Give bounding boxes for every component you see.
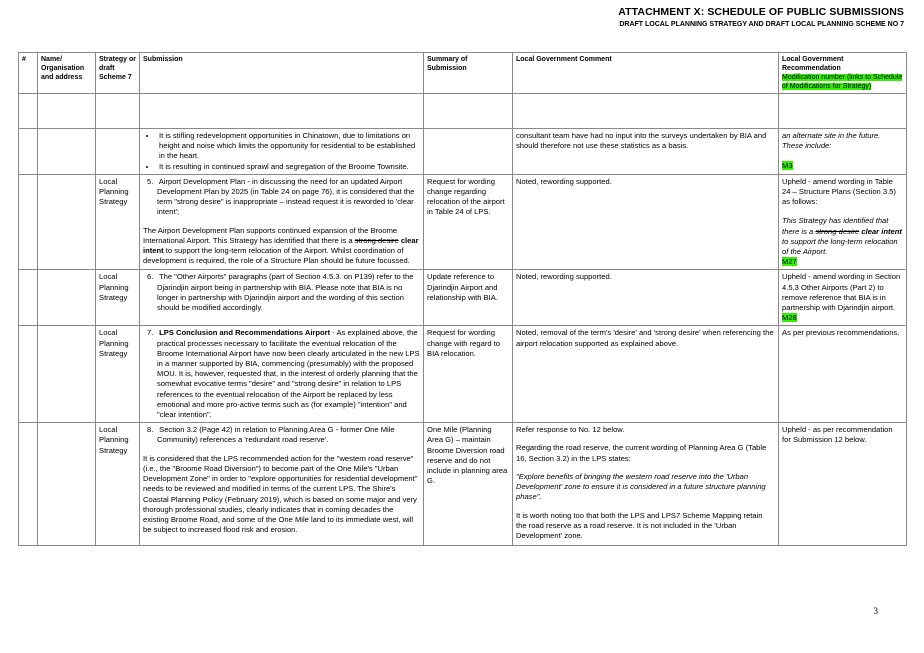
col-header-strategy: Strategy or draft Scheme 7 <box>96 53 140 94</box>
recommendation-cell <box>779 129 907 175</box>
comment-text: Regarding the road reserve, the current wording of Planning Area G (Table 16, Section 3.2) in the LPS states: <box>516 443 767 463</box>
submission-cell <box>140 129 424 175</box>
table-row <box>19 174 907 270</box>
recommendation-cell: Upheld - as per recommendation for Submission 12 below. <box>779 423 907 546</box>
recommendation-quote: This Strategy has identified that there is a strong desire clear intent to support the long-term relocation of the Airport. <box>782 216 902 257</box>
table-row <box>19 423 907 546</box>
modification-badge: M3 <box>782 161 793 171</box>
recommendation-cell: As per previous recommendations. <box>779 326 907 423</box>
comment-text: Refer response to No. 12 below. <box>516 425 625 435</box>
item-number: 6. <box>147 272 154 282</box>
col-header-name: Name/ Organisation and address <box>38 53 96 94</box>
recommendation-cell <box>779 174 907 270</box>
list-item: • It is resulting in continued sprawl and segregation of the Broome Townsite. <box>157 162 420 172</box>
submission-paragraph: It is considered that the LPS recommended action for the "western road reserve" (i.e., the "Broome Road Diversion") to become part of the One Mile's "Urban Development Zone" in order to "explore opportunities for residential development" needs to be reviewed and modified in terms of the current LPS. The Shire's Coastal Planning Policy (February 2019), which is based on some major and very thorough professional studies, clearly indicates that in coming decades the existing Broome Road, and some of the One Mile land to its immediate west, will be subject to increased flood risk and erosion. <box>143 453 418 535</box>
item-text: Airport Development Plan - in discussing the need for an updated Airport Development Plan by 2025 (in Table 24 on page 76), it is considered that the term "strong desire" is inappropriate – instead request it is reworded to 'clear intent'; <box>157 176 415 217</box>
col-header-recommendation-label: Local Government Recommendation <box>782 56 844 72</box>
numbered-item <box>143 328 420 420</box>
summary-cell: One Mile (Planning Area G) – maintain Broome Diversion road reserve and do not include in planning area G. <box>424 423 513 546</box>
submission-cell <box>140 326 424 423</box>
strategy-cell: Local Planning Strategy <box>96 326 140 423</box>
comment-text: It is worth noting too that both the LPS and LPS7 Scheme Mapping retain the road reserve as a road reserve. It is not included in the 'Urban Development' zone. <box>516 510 763 540</box>
col-header-submission: Submission <box>140 53 424 94</box>
col-header-summary: Summary of Submission <box>424 53 513 94</box>
bullet-list <box>143 131 420 172</box>
comment-cell: Noted, rewording supported. <box>513 174 779 270</box>
recommendation-note-highlight: Modification number (links to Schedule of Modifications for Strategy) <box>782 74 903 90</box>
submission-paragraph: The Airport Development Plan supports continued expansion of the Broome International Airport. This Strategy has identified that there is a strong desire clear intent to support the long-term relocation of the Airport. Whilst coordination of development is required, the role of a Structure Plan should be future focussed. <box>143 225 419 266</box>
inserted-text: clear intent <box>861 226 902 236</box>
page-number: 3 <box>873 606 878 616</box>
struck-text: strong desire <box>354 235 399 245</box>
item-number: 7. <box>147 328 154 338</box>
numbered-item <box>143 425 420 445</box>
modification-badge: M27 <box>782 257 797 267</box>
comment-cell: Noted, removal of the term's 'desire' and 'strong desire' when referencing the airport relocation supported as explained above. <box>513 326 779 423</box>
comment-quote: "Explore benefits of bringing the western road reserve into the 'Urban Development' zone to ensure it is considered in a future structure planning phase". <box>516 471 766 502</box>
comment-cell: Noted, rewording supported. <box>513 270 779 326</box>
strategy-cell: Local Planning Strategy <box>96 174 140 270</box>
col-header-comment: Local Government Comment <box>513 53 779 94</box>
recommendation-cell <box>779 270 907 326</box>
item-text: - As explained above, the practical processes necessary to facilitate the eventual relocation of the Broome International Airport have now been clearly articulated in the new LPS in a manner supported by BIA, commencing (presumably) with the proposed MOU. It is, however, requested that, in the interest of orderly planning that the somewhat evocative terms "desire" and "strong desire" in relation to LPS references to the eventual relocation of the Airport be replaced by less emotional and more pro-active terms such as (for example) "intention" and "clear intention". <box>157 328 420 420</box>
comment-cell <box>513 423 779 546</box>
summary-cell: Request for wording change with regard to BIA relocation. <box>424 326 513 423</box>
table-row <box>19 129 907 175</box>
item-text: Section 3.2 (Page 42) in relation to Planning Area G - former One Mile Community) references a 'redundant road reserve'. <box>157 425 395 445</box>
comment-cell: consultant team have had no input into the surveys undertaken by BIA and should therefore not use these statistics as a basis. <box>513 129 779 175</box>
item-heading: LPS Conclusion and Recommendations Airport <box>159 328 331 338</box>
col-header-recommendation <box>779 53 907 94</box>
table-header-row <box>19 53 907 94</box>
col-header-recommendation-note <box>782 73 903 91</box>
numbered-item <box>143 272 420 313</box>
item-number: 5. <box>147 176 154 186</box>
table-row <box>19 270 907 326</box>
document-title: ATTACHMENT X: SCHEDULE OF PUBLIC SUBMISSIONS <box>618 6 904 18</box>
table-spacer-row <box>19 94 907 129</box>
submission-cell <box>140 174 424 270</box>
recommendation-text: Upheld - amend wording in Section 4.5.3 Other Airports (Part 2) to remove reference that BIA is in partnership with Djarindjin airport. <box>782 272 901 313</box>
recommendation-text: Upheld - amend wording in Table 24 – Structure Plans (Section 3.5) as follows: <box>782 176 896 207</box>
submissions-table <box>18 52 907 546</box>
summary-cell: Update reference to Djarindjin Airport and relationship with BIA. <box>424 270 513 326</box>
modification-badge: M28 <box>782 313 797 323</box>
document-subtitle: DRAFT LOCAL PLANNING STRATEGY AND DRAFT LOCAL PLANNING SCHEME NO 7 <box>619 21 904 28</box>
recommendation-text: an alternate site in the future. These include: <box>782 131 881 151</box>
strategy-cell: Local Planning Strategy <box>96 270 140 326</box>
list-item: • It is stifling redevelopment opportunities in Chinatown, due to limitations on height and noise which limits the opportunity for residential to be established in the heart. <box>157 131 420 162</box>
item-text: The "Other Airports" paragraphs (part of Section 4.5.3. on P139) refer to the Djarindjin airport being in partnership with BIA. Please note that BIA is no longer in partnership with Djarindjin airport and the wording of this section should be modified accordingly. <box>157 272 414 313</box>
page-header <box>618 6 904 29</box>
item-number: 8. <box>147 425 154 435</box>
submission-cell <box>140 423 424 546</box>
submission-cell <box>140 270 424 326</box>
strategy-cell: Local Planning Strategy <box>96 423 140 546</box>
table-row <box>19 326 907 423</box>
numbered-item <box>143 177 420 218</box>
col-header-num: # <box>19 53 38 94</box>
summary-cell: Request for wording change regarding relocation of the airport in Table 24 of LPS. <box>424 174 513 270</box>
struck-text: strong desire <box>815 226 860 236</box>
inserted-text: clear intent <box>143 235 419 256</box>
